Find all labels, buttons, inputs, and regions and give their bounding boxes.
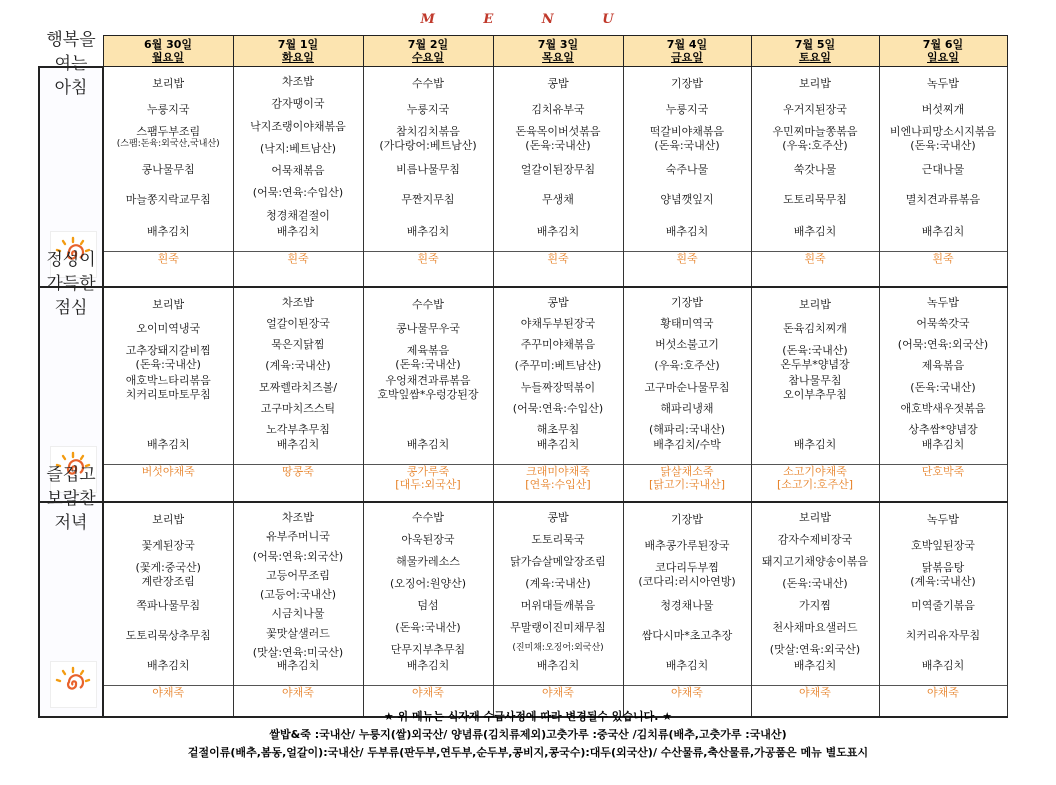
day-header bbox=[751, 36, 879, 67]
menu-items bbox=[234, 67, 363, 251]
menu-item: 참치김치볶음 bbox=[396, 125, 460, 138]
menu-item: 배추김치 bbox=[921, 438, 965, 451]
menu-item: 상추쌈*양념장 bbox=[908, 422, 978, 436]
meal-row bbox=[39, 502, 1007, 686]
menu-item: 도토리묵상추무침 bbox=[125, 629, 211, 642]
menu-item: 시금치나물 bbox=[271, 607, 325, 621]
porridge-name: 야채죽 bbox=[152, 686, 185, 699]
menu-item: (계육:국내산) bbox=[265, 359, 331, 373]
menu-items bbox=[364, 67, 493, 251]
menu-item: 배추김치 bbox=[921, 659, 965, 672]
porridge-cell bbox=[879, 465, 1007, 503]
menu-item: 배추김치 bbox=[406, 659, 450, 672]
day-header bbox=[623, 36, 751, 67]
menu-item: 온두부*양념장 bbox=[780, 358, 850, 371]
menu-cell bbox=[103, 502, 233, 686]
meal-label-line: 가득한 bbox=[46, 274, 96, 294]
menu-item: (계육:국내산) bbox=[525, 577, 591, 590]
menu-item: 고구마순나물무침 bbox=[644, 380, 730, 394]
day-date: 7월 1일 bbox=[277, 38, 319, 51]
menu-item: 묵은지닭찜 bbox=[271, 338, 325, 352]
menu-item: 콩나물무우국 bbox=[396, 322, 460, 335]
porridge-cell bbox=[233, 465, 363, 503]
porridge-name: 흰죽 bbox=[676, 252, 698, 265]
menu-cell bbox=[103, 67, 233, 252]
menu-item: 배추김치 bbox=[276, 438, 320, 451]
menu-item: (어묵:연육:수입산) bbox=[512, 401, 604, 415]
menu-item: 치커리토마토무침 bbox=[125, 388, 211, 401]
menu-item: 청경채나물 bbox=[660, 599, 714, 612]
origin-line-2: 겉절이류(배추,봄동,얼갈이):국내산/ 두부류(판두부,연두부,순두부,콩비지,콩국수):대두(외국산)/ 수산물류,축산물류,가공품은 메뉴 별도표시 bbox=[187, 746, 869, 759]
menu-item: 콩밥 bbox=[547, 77, 569, 90]
menu-item: 천사채마요샐러드 bbox=[772, 621, 858, 634]
meal-label-line: 저녁 bbox=[54, 513, 88, 533]
menu-items bbox=[624, 288, 751, 464]
day-header bbox=[233, 36, 363, 67]
menu-item: 제육볶음 bbox=[406, 344, 450, 357]
menu-item: (맛살:연육:미국산) bbox=[252, 645, 344, 659]
menu-item: 양념깻잎지 bbox=[660, 193, 714, 206]
menu-items bbox=[752, 503, 879, 685]
menu-item: 기장밥 bbox=[671, 513, 703, 526]
menu-item: (진미채:오징어:외국산) bbox=[512, 643, 604, 653]
menu-item: 오이부추무침 bbox=[783, 388, 847, 401]
menu-item: 청경채겉절이 bbox=[266, 208, 330, 222]
menu-cell bbox=[879, 287, 1007, 465]
menu-item: 아욱된장국 bbox=[401, 533, 455, 546]
menu-item: 호박잎된장국 bbox=[911, 539, 975, 552]
menu-item: (우육:호주산) bbox=[654, 359, 720, 373]
menu-item: 수수밥 bbox=[412, 298, 444, 311]
porridge-cell bbox=[363, 465, 493, 503]
menu-item: 참나물무침 bbox=[788, 374, 842, 387]
menu-item: 배추김치 bbox=[793, 659, 837, 672]
menu-cell bbox=[363, 67, 493, 252]
menu-item: 돼지고기채양송이볶음 bbox=[761, 555, 869, 568]
porridge-row bbox=[39, 252, 1007, 288]
menu-item: 황태미역국 bbox=[660, 317, 714, 331]
menu-item: 숙주나물 bbox=[665, 163, 709, 176]
day-weekday: 일요일 bbox=[927, 51, 959, 64]
menu-item: 돈육목이버섯볶음 bbox=[515, 125, 601, 138]
menu-item: 배추김치 bbox=[921, 225, 965, 238]
menu-item: 무생채 bbox=[542, 193, 574, 206]
menu-cell bbox=[879, 502, 1007, 686]
menu-item: 계란장조림 bbox=[141, 575, 195, 588]
menu-item: 배추김치 bbox=[665, 659, 709, 672]
menu-item: 어묵채볶음 bbox=[271, 164, 325, 178]
menu-item: 무짠지무침 bbox=[401, 193, 455, 206]
menu-table bbox=[38, 29, 1008, 718]
menu-cell bbox=[751, 502, 879, 686]
menu-item: 감자땡이국 bbox=[271, 97, 325, 111]
menu-items bbox=[234, 288, 363, 464]
menu-cell bbox=[363, 502, 493, 686]
porridge-name: 흰죽 bbox=[932, 252, 954, 265]
menu-item: 해물카레소스 bbox=[396, 555, 460, 568]
menu-item: 보리밥 bbox=[799, 77, 831, 90]
menu-item: 보리밥 bbox=[152, 513, 185, 526]
menu-item: (주꾸미:베트남산) bbox=[514, 359, 602, 373]
day-date: 7월 4일 bbox=[666, 38, 708, 51]
menu-cell bbox=[623, 502, 751, 686]
porridge-cell bbox=[751, 465, 879, 503]
meal-label bbox=[40, 248, 102, 320]
menu-item: 보리밥 bbox=[799, 511, 831, 524]
porridge-name: 흰죽 bbox=[547, 252, 569, 265]
menu-item: (돈육:국내산) bbox=[135, 358, 201, 371]
menu-item: 배추김치 bbox=[793, 225, 837, 238]
menu-item: 녹두밥 bbox=[927, 513, 959, 526]
porridge-name: 소고기야채죽 bbox=[783, 465, 847, 478]
porridge-origin: [닭고기:국내산] bbox=[648, 478, 726, 491]
menu-item: 콩밥 bbox=[547, 511, 569, 524]
menu-item: (오징어:원양산) bbox=[389, 577, 467, 590]
menu-items bbox=[624, 503, 751, 685]
menu-item: 닭가슴살메알장조림 bbox=[510, 555, 606, 568]
menu-item: 비엔나피망소시지볶음 bbox=[889, 125, 997, 138]
day-header bbox=[363, 36, 493, 67]
menu-item: (돈육:국내산) bbox=[395, 621, 461, 634]
menu-item: 보리밥 bbox=[152, 298, 185, 311]
menu-cell bbox=[623, 67, 751, 252]
menu-item: 배추김치 bbox=[406, 438, 450, 451]
meal-label-line: 점심 bbox=[54, 298, 88, 318]
menu-item: 고구마치즈스틱 bbox=[260, 401, 336, 415]
menu-item: 야채두부된장국 bbox=[520, 317, 596, 331]
origin-line-1: 쌀밥&죽 :국내산/ 누룽지(쌀)외국산/ 양념류(김치류제외)고춧가루 :중국산 /김치류(배추,고춧가루 :국내산) bbox=[269, 728, 787, 741]
meal-label-line: 보람찬 bbox=[46, 489, 96, 509]
menu-item: 미역줄기볶음 bbox=[911, 599, 975, 612]
porridge-name: 야채죽 bbox=[282, 686, 314, 699]
day-weekday: 화요일 bbox=[282, 51, 314, 64]
menu-item: 차조밥 bbox=[282, 75, 314, 88]
menu-cell bbox=[493, 67, 623, 252]
menu-item: (코다리:러시아연방) bbox=[638, 575, 736, 588]
menu-item: 오이미역냉국 bbox=[136, 322, 201, 335]
day-weekday: 월요일 bbox=[152, 51, 184, 64]
menu-cell bbox=[363, 287, 493, 465]
menu-item: 도토리묵무침 bbox=[783, 193, 847, 206]
menu-item: 누들짜장떡볶이 bbox=[520, 380, 596, 394]
porridge-cell bbox=[623, 252, 751, 288]
notice-line: ★ 위 메뉴는 식자재 수급사정에 따라 변경될수 있습니다. ★ bbox=[383, 710, 673, 723]
menu-items bbox=[104, 503, 233, 685]
day-weekday: 금요일 bbox=[671, 51, 703, 64]
menu-item: 배추김치 bbox=[146, 438, 190, 451]
menu-item: (돈육:국내산) bbox=[782, 577, 848, 590]
meal-label-line: 행복을 bbox=[46, 29, 96, 50]
menu-item: 차조밥 bbox=[282, 511, 314, 524]
menu-item: (어묵:연육:수입산) bbox=[252, 186, 344, 200]
menu-item: 머위대들깨볶음 bbox=[520, 599, 596, 612]
menu-item: 주꾸미야채볶음 bbox=[520, 338, 596, 352]
menu-item: 콩밥 bbox=[547, 296, 569, 309]
meal-row bbox=[39, 67, 1007, 252]
meal-row bbox=[39, 287, 1007, 465]
menu-items bbox=[880, 503, 1007, 685]
menu-cell bbox=[493, 287, 623, 465]
menu-cell bbox=[233, 67, 363, 252]
menu-item: (해파리:국내산) bbox=[648, 422, 726, 436]
menu-item: (계육:국내산) bbox=[910, 575, 976, 588]
menu-item: 누룽지국 bbox=[146, 103, 190, 116]
menu-title: M E N U bbox=[420, 12, 636, 27]
porridge-cell bbox=[623, 465, 751, 503]
menu-item: 배추김치 bbox=[146, 225, 190, 238]
menu-item: 멸치견과류볶음 bbox=[905, 193, 981, 206]
menu-item: 누룽지국 bbox=[665, 103, 709, 116]
porridge-cell bbox=[879, 252, 1007, 288]
menu-item: 꽃맛살샐러드 bbox=[266, 626, 330, 640]
porridge-cell bbox=[233, 252, 363, 288]
menu-item: 배추김치 bbox=[793, 438, 837, 451]
day-header bbox=[493, 36, 623, 67]
porridge-name: 야채죽 bbox=[927, 686, 959, 699]
menu-item: 기장밥 bbox=[671, 77, 703, 90]
spiral-logo-icon bbox=[50, 661, 97, 708]
menu-item: 무말랭이진미채무침 bbox=[510, 621, 606, 634]
menu-item: 돈육김치찌개 bbox=[783, 322, 847, 335]
menu-cell bbox=[233, 502, 363, 686]
porridge-name: 닭살채소죽 bbox=[660, 465, 714, 478]
porridge-cell bbox=[493, 465, 623, 503]
menu-item: (맛살:연육:외국산) bbox=[769, 643, 861, 656]
day-date: 7월 6일 bbox=[922, 38, 964, 51]
day-date: 7월 2일 bbox=[407, 38, 449, 51]
menu-item: 얼갈이된장국 bbox=[266, 317, 330, 331]
menu-item: 애호박느타리볶음 bbox=[125, 374, 211, 387]
menu-item: 보리밥 bbox=[799, 298, 831, 311]
menu-item: 해파리냉채 bbox=[660, 401, 714, 415]
menu-item: 쌈다시마*초고추장 bbox=[641, 629, 733, 642]
menu-item: 기장밥 bbox=[671, 296, 703, 309]
menu-item: 얼갈이된장무침 bbox=[520, 163, 596, 176]
menu-cell bbox=[623, 287, 751, 465]
menu-item: 녹두밥 bbox=[927, 296, 959, 309]
menu-item: 쪽파나물무침 bbox=[136, 599, 201, 612]
day-date: 6월 30일 bbox=[143, 38, 193, 51]
menu-item: 제육볶음 bbox=[921, 359, 965, 373]
menu-cell bbox=[233, 287, 363, 465]
menu-item: 누룽지국 bbox=[406, 103, 450, 116]
porridge-row bbox=[39, 465, 1007, 503]
menu-item: 코다리두부찜 bbox=[655, 561, 719, 574]
menu-item: 근대나물 bbox=[921, 163, 965, 176]
menu-items bbox=[104, 288, 233, 464]
header-row bbox=[39, 36, 1007, 67]
menu-items bbox=[364, 288, 493, 464]
day-weekday: 토요일 bbox=[799, 51, 831, 64]
menu-item: 치커리유자무침 bbox=[905, 629, 981, 642]
day-header bbox=[879, 36, 1007, 67]
porridge-name: 크래미야채죽 bbox=[526, 465, 590, 478]
menu-item: 우민찌마늘쫑볶음 bbox=[772, 125, 858, 138]
menu-items bbox=[494, 288, 623, 464]
menu-items bbox=[494, 67, 623, 251]
porridge-cell bbox=[751, 252, 879, 288]
menu-item: 차조밥 bbox=[282, 296, 314, 309]
menu-items bbox=[880, 67, 1007, 251]
menu-items bbox=[234, 503, 363, 685]
porridge-name: 단호박죽 bbox=[921, 465, 965, 478]
porridge-name: 땅콩죽 bbox=[282, 465, 314, 478]
menu-item: 닭볶음탕 bbox=[921, 561, 965, 574]
menu-item: (스팸:돈육:외국산,국내산) bbox=[116, 139, 220, 149]
menu-item: 마늘쫑지락교무침 bbox=[125, 193, 211, 206]
menu-item: (가다랑어:베트남산) bbox=[379, 139, 477, 152]
porridge-name: 흰죽 bbox=[287, 252, 309, 265]
menu-item: 고등어무조림 bbox=[266, 568, 330, 582]
menu-items bbox=[880, 288, 1007, 464]
porridge-name: 흰죽 bbox=[804, 252, 826, 265]
menu-items bbox=[364, 503, 493, 685]
meal-label-cell bbox=[39, 465, 103, 717]
menu-item: 모짜렐라치즈볼/ bbox=[258, 380, 338, 394]
menu-item: (돈육:국내산) bbox=[395, 358, 461, 371]
day-date: 7월 3일 bbox=[537, 38, 579, 51]
porridge-cell bbox=[363, 252, 493, 288]
menu-item: (고등어:국내산) bbox=[259, 588, 337, 601]
menu-items bbox=[624, 67, 751, 251]
menu-item: 해초무침 bbox=[536, 422, 580, 436]
porridge-cell bbox=[103, 252, 233, 288]
menu-item: 호박잎쌈*우렁강된장 bbox=[377, 388, 479, 401]
porridge-name: 흰죽 bbox=[417, 252, 439, 265]
porridge-origin: [소고기:호주산] bbox=[776, 478, 854, 491]
menu-item: 배추김치 bbox=[536, 438, 580, 451]
day-header bbox=[103, 36, 233, 67]
menu-cell bbox=[751, 67, 879, 252]
porridge-name: 야채죽 bbox=[671, 686, 703, 699]
day-weekday: 목요일 bbox=[542, 51, 574, 64]
meal-label bbox=[40, 28, 102, 100]
menu-item: 김치유부국 bbox=[531, 103, 585, 116]
porridge-name: 흰죽 bbox=[157, 252, 179, 265]
menu-item: 떡갈비야채볶음 bbox=[649, 125, 725, 138]
menu-item: (돈육:국내산) bbox=[654, 139, 720, 152]
menu-item: 꽃게된장국 bbox=[141, 539, 195, 552]
menu-item: 배추김치 bbox=[146, 659, 190, 672]
menu-item: 버섯찌개 bbox=[921, 103, 965, 116]
menu-items bbox=[752, 67, 879, 251]
porridge-name: 야채죽 bbox=[542, 686, 574, 699]
menu-item: (어묵:연육:외국산) bbox=[897, 338, 989, 352]
menu-item: 스팸두부조림 bbox=[136, 125, 201, 138]
menu-item: (우육:호주산) bbox=[782, 139, 848, 152]
menu-item: 배추김치 bbox=[536, 225, 580, 238]
menu-item: 어묵쑥갓국 bbox=[916, 317, 970, 331]
menu-item: 배추김치 bbox=[536, 659, 580, 672]
meal-label-line: 아침 bbox=[54, 77, 88, 98]
menu-item: 우거지된장국 bbox=[783, 103, 847, 116]
menu-item: (꽃게:중국산) bbox=[135, 561, 201, 574]
menu-item: (어묵:연육:외국산) bbox=[252, 549, 344, 563]
menu-item: (돈육:국내산) bbox=[525, 139, 591, 152]
menu-item: 배추김치 bbox=[406, 225, 450, 238]
porridge-cell bbox=[103, 465, 233, 503]
menu-cell bbox=[103, 287, 233, 465]
meal-label-line: 여는 bbox=[54, 53, 88, 74]
menu-item: 배추콩가루된장국 bbox=[644, 539, 730, 552]
day-weekday: 수요일 bbox=[412, 51, 444, 64]
menu-cell bbox=[493, 502, 623, 686]
menu-item: 버섯소불고기 bbox=[655, 338, 719, 352]
menu-item: 배추김치 bbox=[276, 659, 320, 672]
porridge-name: 콩가루죽 bbox=[406, 465, 450, 478]
porridge-cell bbox=[493, 252, 623, 288]
menu-item: 콩나물무침 bbox=[141, 163, 195, 176]
menu-item: (돈육:국내산) bbox=[910, 380, 976, 394]
menu-item: (돈육:국내산) bbox=[782, 344, 848, 357]
menu-item: 노각부추무침 bbox=[266, 422, 330, 436]
menu-item: 낙지조랭이야채볶음 bbox=[250, 119, 346, 133]
menu-item: 보리밥 bbox=[152, 77, 185, 90]
menu-item: 가지찜 bbox=[799, 599, 831, 612]
menu-item: 수수밥 bbox=[412, 77, 444, 90]
meal-label bbox=[40, 463, 102, 535]
porridge-origin: [대두:외국산] bbox=[395, 478, 461, 491]
menu-items bbox=[494, 503, 623, 685]
menu-item: 배추김치 bbox=[665, 225, 709, 238]
menu-cell bbox=[879, 67, 1007, 252]
menu-item: 배추김치/수박 bbox=[653, 438, 721, 451]
meal-label-line: 즐겁고 bbox=[46, 465, 96, 485]
menu-item: 덤섬 bbox=[417, 599, 439, 612]
menu-item: 수수밥 bbox=[412, 511, 444, 524]
menu-item: 감자수제비장국 bbox=[777, 533, 853, 546]
menu-item: (돈육:국내산) bbox=[910, 139, 976, 152]
menu-item: 도토리묵국 bbox=[531, 533, 585, 546]
meal-label-line: 정성이 bbox=[46, 250, 96, 270]
menu-item: 단무지부추무침 bbox=[390, 643, 466, 656]
menu-item: 쑥갓나물 bbox=[793, 163, 837, 176]
menu-item: 애호박새우젓볶음 bbox=[900, 401, 986, 415]
day-date: 7월 5일 bbox=[794, 38, 836, 51]
menu-cell bbox=[751, 287, 879, 465]
porridge-name: 버섯야채죽 bbox=[141, 465, 195, 478]
porridge-origin: [연육:수입산] bbox=[525, 478, 591, 491]
menu-item: (낙지:베트남산) bbox=[259, 141, 337, 155]
menu-item: 녹두밥 bbox=[927, 77, 959, 90]
menu-item: 배추김치 bbox=[276, 225, 320, 238]
porridge-name: 야채죽 bbox=[799, 686, 831, 699]
menu-items bbox=[104, 67, 233, 251]
porridge-name: 야채죽 bbox=[412, 686, 444, 699]
menu-item: 비름나물무침 bbox=[396, 163, 460, 176]
menu-item: 고추장돼지갈비찜 bbox=[125, 344, 211, 357]
menu-items bbox=[752, 288, 879, 464]
menu-item: 유부주머니국 bbox=[266, 530, 330, 544]
menu-item: 우엉채견과류볶음 bbox=[385, 374, 471, 387]
